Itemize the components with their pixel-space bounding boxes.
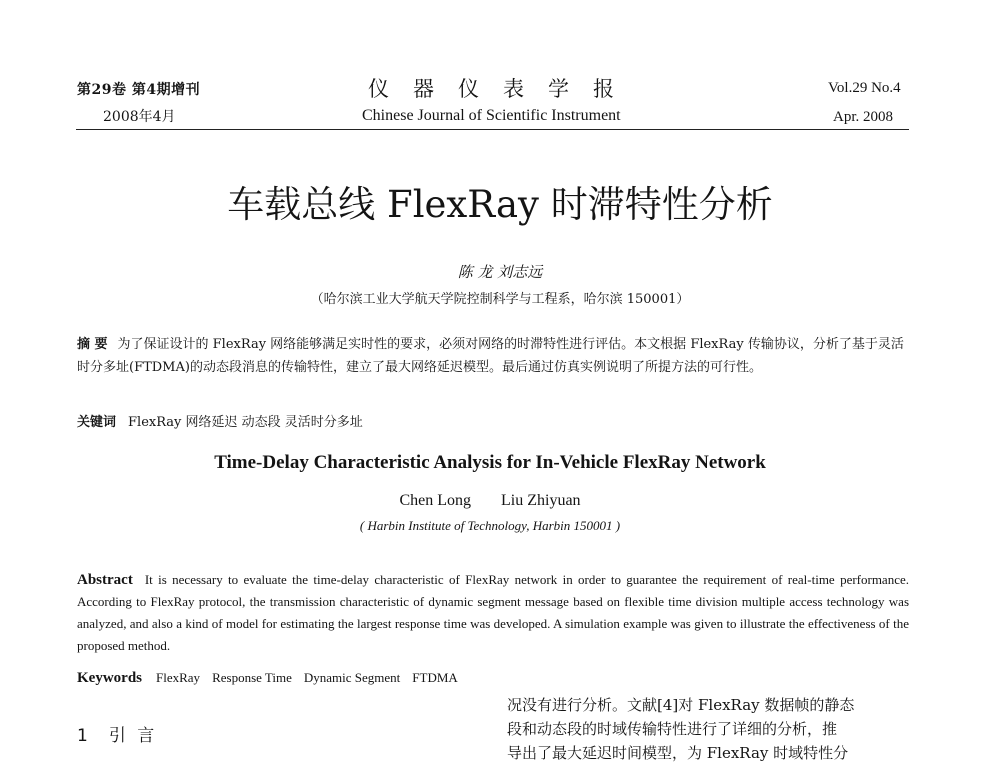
publication-date-zh: 2008年4月 — [103, 109, 176, 125]
publication-date-en: Apr. 2008 — [833, 109, 893, 125]
journal-title-en: Chinese Journal of Scientific Instrument — [362, 107, 621, 124]
abstract-zh-text: 为了保证设计的 FlexRay 网络能够满足实时性的要求，必须对网络的时滞特性进行评估。本文根据 FlexRay 传输协议，分析了基于灵活时分多址(FTDMA)的动态段消息的传输特性，建立了最大网络延迟模型。最后通过仿真实例说明了所提方法的可行性。 — [77, 337, 904, 375]
keyword-en-1: FlexRay — [156, 670, 201, 685]
body-line: 况没有进行分析。文献[4]对 FlexRay 数据帧的静态 — [507, 696, 855, 714]
body-text-right-column — [507, 693, 909, 765]
abstract-en-text: It is necessary to evaluate the time-delay characteristic of FlexRay network in order to guarantee the requirement of real-time performance. According to FlexRay protocol, the transmission characteristic of dynamic segment message based on flexible time division multiple access technology was analyzed, and also a kind of model for estimating the largest response time was developed. A simulation example was given to illustrate the effectiveness of the proposed method. — [77, 572, 909, 653]
keywords-zh — [77, 411, 363, 430]
volume-issue: 第29卷 第4期增刊 — [77, 82, 201, 98]
abstract-zh-label: 摘 要 — [77, 337, 108, 352]
keywords-zh-text: FlexRay 网络延迟 动态段 灵活时分多址 — [128, 415, 363, 430]
author-en-1: Chen Long — [399, 492, 471, 509]
keywords-zh-label: 关键词 — [77, 415, 117, 430]
section-heading-1 — [77, 721, 157, 746]
journal-title-zh: 仪器仪表学报 — [368, 77, 638, 101]
abstract-en-label: Abstract — [77, 572, 133, 588]
authors-en — [0, 492, 980, 510]
affiliation-en: ( Harbin Institute of Technology, Harbin 150001 ) — [359, 518, 621, 533]
author-en-2: Liu Zhiyuan — [501, 492, 581, 509]
body-line: 段和动态段的时域传输特性进行了详细的分析，推 — [507, 720, 838, 738]
section-number: 1 — [77, 726, 91, 746]
affiliation-zh: （哈尔滨工业大学航天学院控制科学与工程系，哈尔滨 150001） — [310, 292, 690, 307]
section-title: 引 言 — [108, 726, 158, 746]
keywords-en-label: Keywords — [77, 670, 142, 686]
paper-title-en: Time-Delay Characteristic Analysis for In-Vehicle FlexRay Network — [214, 452, 766, 473]
abstract-zh — [77, 333, 909, 379]
volume-en: Vol.29 No.4 — [828, 80, 901, 96]
keyword-en-3: Dynamic Segment — [303, 670, 401, 685]
keywords-en — [77, 670, 470, 687]
abstract-en — [77, 569, 909, 657]
authors-zh: 陈 龙 刘志远 — [457, 263, 543, 281]
keyword-en-2: Response Time — [212, 670, 292, 685]
header-rule — [76, 129, 909, 130]
body-line: 导出了最大延迟时间模型，为 FlexRay 时域特性分 — [507, 744, 849, 762]
paper-title-zh: 车载总线 FlexRay 时滞特性分析 — [227, 183, 773, 226]
keyword-en-4: FTDMA — [412, 670, 458, 685]
